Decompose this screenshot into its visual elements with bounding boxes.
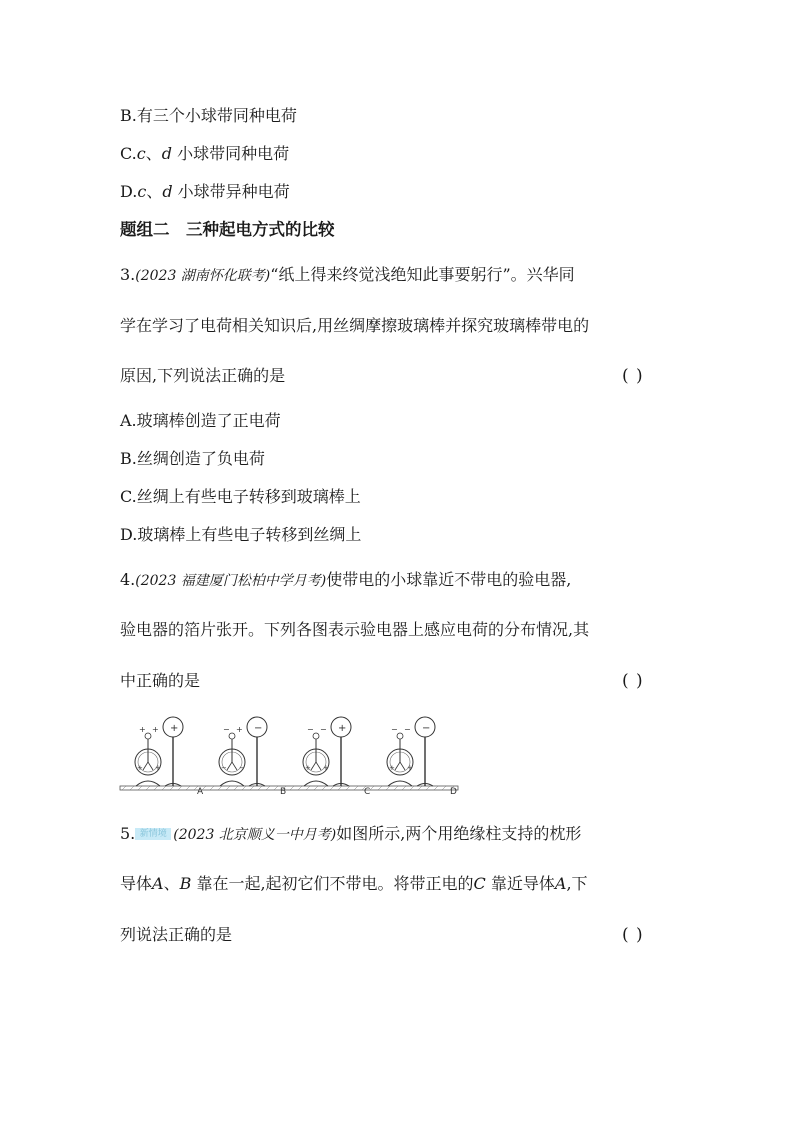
option-q2-b: B.有三个小球带同种电荷 — [120, 106, 297, 125]
svg-text:−: − — [391, 725, 398, 734]
svg-text:−: − — [239, 764, 245, 772]
svg-text:+: + — [305, 764, 311, 772]
q5-line3: 列说法正确的是 — [120, 925, 233, 944]
ball-sign-a: + — [170, 723, 179, 734]
svg-text:+: + — [389, 764, 395, 772]
svg-text:+: + — [152, 725, 159, 734]
electroscope-panel-b — [219, 717, 286, 797]
q3-option-c: C.丝绸上有些电子转移到玻璃棒上 — [120, 487, 361, 506]
option-q2-c: C.c、d 小球带同种电荷 — [120, 144, 290, 163]
q4-line1: 4.(2023 福建厦门松柏中学月考)使带电的小球靠近不带电的验电器, — [120, 570, 572, 589]
svg-text:−: − — [223, 725, 230, 734]
q4-line2: 验电器的箔片张开。下列各图表示验电器上感应电荷的分布情况,其 — [120, 620, 590, 639]
ball-sign-c: + — [338, 723, 347, 734]
q5-line1: 5. 新情境 (2023 北京顺义一中月考)如图所示,两个用绝缘柱支持的枕形 — [120, 824, 582, 843]
svg-text:+: + — [155, 764, 161, 772]
svg-text:−: − — [221, 764, 227, 772]
svg-text:−: − — [320, 725, 327, 734]
new-context-tag: 新情境 — [135, 828, 171, 840]
svg-text:+: + — [323, 764, 329, 772]
q5-answer-paren: ( ) — [622, 925, 644, 945]
ball-sign-d: − — [422, 723, 431, 734]
q3-line3: 原因,下列说法正确的是 — [120, 366, 286, 385]
section-heading: 题组二 三种起电方式的比较 — [120, 220, 335, 239]
svg-text:−: − — [404, 725, 411, 734]
option-q2-d: D.c、d 小球带异种电荷 — [120, 182, 290, 201]
svg-text:+: + — [407, 764, 413, 772]
svg-text:+: + — [139, 725, 146, 734]
q4-answer-paren: ( ) — [622, 671, 644, 691]
panel-label-c: C — [364, 787, 371, 797]
electroscope-panel-d — [387, 717, 457, 797]
q3-answer-paren: ( ) — [622, 366, 644, 386]
q5-line2: 导体A、B 靠在一起,起初它们不带电。将带正电的C 靠近导体A,下 — [120, 874, 588, 893]
svg-text:−: − — [307, 725, 314, 734]
panel-label-a: A — [197, 787, 204, 797]
q4-line3: 中正确的是 — [120, 671, 201, 690]
q3-option-b: B.丝绸创造了负电荷 — [120, 449, 265, 468]
q3-line2: 学在学习了电荷相关知识后,用丝绸摩擦玻璃棒并探究玻璃棒带电的 — [120, 316, 590, 335]
q3-option-d: D.玻璃棒上有些电子转移到丝绸上 — [120, 525, 362, 544]
electroscope-panel-c — [303, 717, 370, 797]
q3-option-a: A.玻璃棒创造了正电荷 — [120, 411, 281, 430]
svg-text:+: + — [137, 764, 143, 772]
ball-sign-b: − — [254, 723, 263, 734]
svg-text:+: + — [236, 725, 243, 734]
q3-line1: 3.(2023 湖南怀化联考)“纸上得来终觉浅绝知此事要躬行”。兴华同 — [120, 265, 575, 284]
electroscope-panel-a — [135, 717, 204, 797]
panel-label-b: B — [280, 787, 287, 797]
electroscope-figure — [118, 712, 470, 798]
panel-label-d: D — [450, 787, 457, 797]
